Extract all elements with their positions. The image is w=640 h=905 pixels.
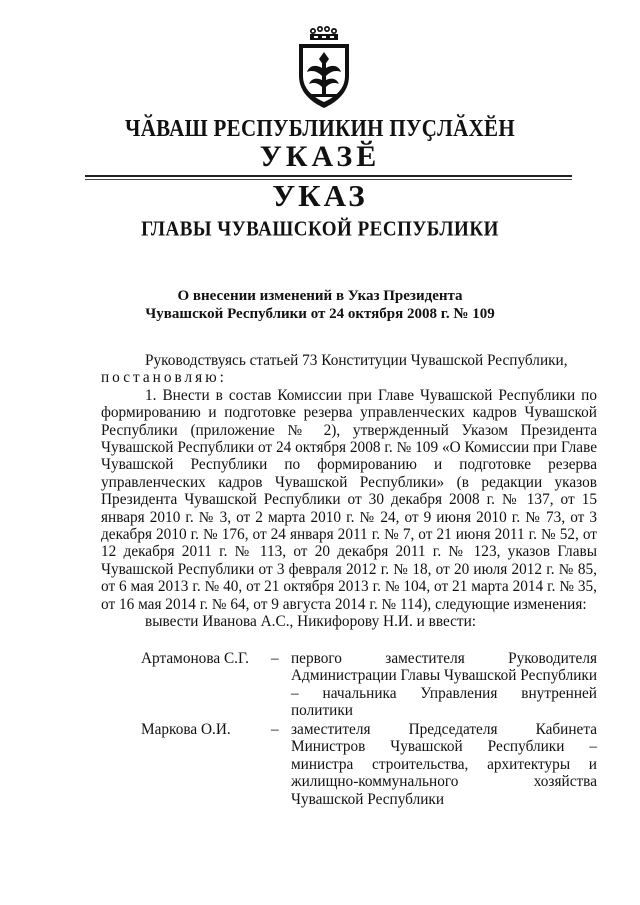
member-position: первого заместителя Руководителя Администрации Главы Чувашской Республики – начальника Управления внутренней политики (291, 650, 598, 720)
document-title-line-1: О внесении изменений в Указ Президента (177, 288, 463, 304)
document-title (0, 287, 640, 323)
russian-decree-subtitle: ГЛАВЫ ЧУВАШСКОЙ РЕСПУБЛИКИ (141, 217, 499, 241)
coat-of-arms-emblem (293, 24, 355, 110)
header-divider (85, 175, 572, 177)
chuvash-header-line: ЧӐВАШ РЕСПУБЛИКИН ПУҪЛӐХӖН (124, 114, 515, 142)
preamble: Руководствуясь статьей 73 Конституции Чувашской Республики, (145, 352, 568, 369)
item-1-action: вывести Иванова А.С., Никифорову Н.И. и ввести: (145, 613, 477, 631)
chuvash-decree-title: УКАЗӖ (259, 140, 381, 173)
decree-word: постановляю: (101, 369, 227, 387)
russian-decree-title: УКАЗ (272, 178, 368, 213)
item-1-text: 1. Внести в состав Комиссии при Главе Чувашской Республики по формированию и подготовке резерва управленческих кадров Чувашской Республики (приложение № 2), утвержденный Указом Президента Чувашской Республики от 24 октября 2008 г. № 109 «О Комиссии при Главе Чувашской Республики по формированию и подготовке резерва управленческих кадров Чувашской Республики» (в редакции указов Президента Чувашской Республики от 30 декабря 2008 г. № 137, от 15 января 2010 г. № 3, от 2 марта 2010 г. № 24, от 9 июня 2010 г. № 73, от 3 декабря 2010 г. № 176, от 24 января 2011 г. № 7, от 21 июня 2011 г. № 52, от 12 декабря 2011 г. № 113, от 20 декабря 2011 г. № 123, указов Главы Чувашской Республики от 3 февраля 2012 г. № 18, от 20 июля 2012 г. № 85, от 6 мая 2013 г. № 40, от 21 октября 2013 г. № 104, от 21 марта 2014 г. № 35, от 16 мая 2014 г. № 64, от 9 августа 2014 г. № 114), следующие изменения: (101, 386, 597, 613)
member-dash: – (271, 721, 279, 738)
member-name: Маркова О.И. (141, 721, 231, 738)
member-dash: – (271, 650, 279, 667)
member-position: заместителя Председателя Кабинета Министров Чувашской Республики – министра строительства, архитектуры и жилищно-коммунального хозяйства Чувашской Республики (291, 721, 597, 808)
document-title-line-2: Чувашской Республики от 24 октября 2008 г. № 109 (145, 306, 495, 322)
document-body (101, 352, 597, 631)
member-name: Артамонова С.Г. (141, 650, 249, 667)
